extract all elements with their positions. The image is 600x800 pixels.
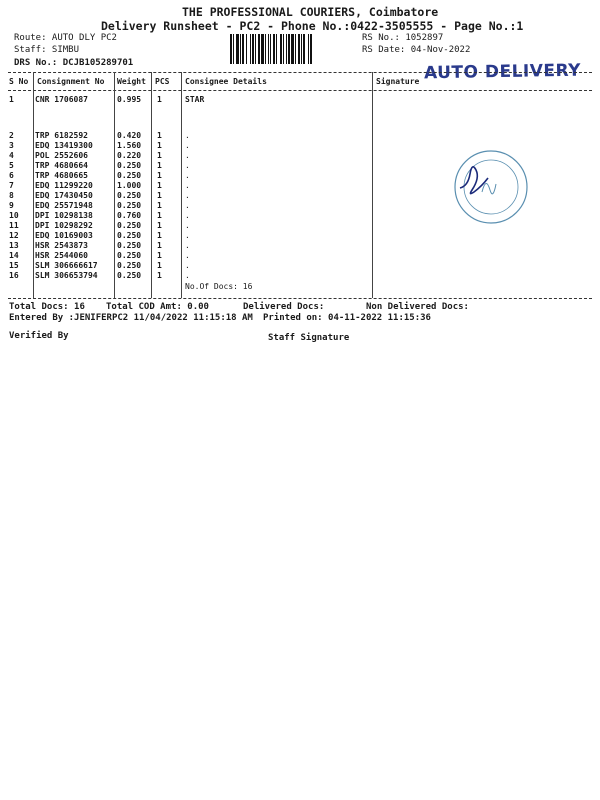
cell-cn: SLM 306653794 xyxy=(35,271,98,280)
col-pcs: PCS xyxy=(155,77,170,86)
delivered-docs: Delivered Docs: xyxy=(243,302,325,312)
cell-sno: 6 xyxy=(9,171,14,180)
cell-cn: SLM 306666617 xyxy=(35,261,98,270)
table-row xyxy=(8,181,368,191)
table-row xyxy=(8,171,368,181)
cell-consignee: . xyxy=(185,261,190,270)
no-of-docs: No.Of Docs: 16 xyxy=(185,282,253,291)
cell-pcs: 1 xyxy=(157,151,162,160)
table-row xyxy=(8,131,368,141)
cell-wt: 0.220 xyxy=(117,151,142,160)
staff-label: Staff: SIMBU xyxy=(14,45,80,55)
total-docs: Total Docs: 16 xyxy=(9,302,85,312)
cell-sno: 9 xyxy=(9,201,14,210)
cell-sno: 10 xyxy=(9,211,19,220)
cell-pcs: 1 xyxy=(157,241,162,250)
cell-consignee: . xyxy=(185,171,190,180)
cell-wt: 0.250 xyxy=(117,161,142,170)
company-title: THE PROFESSIONAL COURIERS, Coimbatore xyxy=(182,5,439,19)
cell-wt: 1.560 xyxy=(117,141,142,150)
runsheet-subtitle: Delivery Runsheet - PC2 - Phone No.:0422-3505555 - Page No.:1 xyxy=(101,19,524,33)
cell-cn: CNR 1706087 xyxy=(35,95,88,104)
col-sno: S No xyxy=(9,77,29,86)
cell-consignee: . xyxy=(185,221,190,230)
cell-consignee: . xyxy=(185,231,190,240)
table-row xyxy=(8,221,368,231)
cell-pcs: 1 xyxy=(157,95,162,104)
cell-cn: DPI 10298138 xyxy=(35,211,93,220)
col-signature: Signature xyxy=(376,77,420,86)
entered-by: Entered By :JENIFERPC2 11/04/2022 11:15:18 AM xyxy=(9,313,253,323)
cell-pcs: 1 xyxy=(157,191,162,200)
non-delivered-docs: Non Delivered Docs: xyxy=(366,302,469,312)
route-label: Route: AUTO DLY PC2 xyxy=(14,33,117,43)
round-seal xyxy=(452,148,530,226)
cell-pcs: 1 xyxy=(157,181,162,190)
printed-on: Printed on: 04-11-2022 11:15:36 xyxy=(263,313,431,323)
cell-sno: 1 xyxy=(9,95,14,104)
cell-sno: 8 xyxy=(9,191,14,200)
cell-sno: 13 xyxy=(9,241,19,250)
cell-consignee: . xyxy=(185,211,190,220)
cell-wt: 0.250 xyxy=(117,261,142,270)
cell-cn: TRP 4680664 xyxy=(35,161,88,170)
table-row xyxy=(8,211,368,221)
table-row xyxy=(8,95,368,105)
cell-cn: EDQ 17430450 xyxy=(35,191,93,200)
cell-sno: 2 xyxy=(9,131,14,140)
cell-pcs: 1 xyxy=(157,261,162,270)
total-cod: Total COD Amt: 0.00 xyxy=(106,302,209,312)
cell-sno: 11 xyxy=(9,221,19,230)
cell-pcs: 1 xyxy=(157,221,162,230)
table-row xyxy=(8,201,368,211)
table-row xyxy=(8,151,368,161)
table-row xyxy=(8,161,368,171)
cell-wt: 0.760 xyxy=(117,211,142,220)
cell-sno: 5 xyxy=(9,161,14,170)
cell-wt: 0.250 xyxy=(117,251,142,260)
barcode xyxy=(230,34,356,64)
col-consignment: Consignment No xyxy=(37,77,105,86)
cell-wt: 0.250 xyxy=(117,191,142,200)
cell-pcs: 1 xyxy=(157,171,162,180)
col-divider xyxy=(372,72,373,298)
cell-consignee: . xyxy=(185,201,190,210)
table-bottom-rule xyxy=(8,298,592,299)
cell-pcs: 1 xyxy=(157,271,162,280)
cell-consignee: . xyxy=(185,181,190,190)
cell-consignee: . xyxy=(185,271,190,280)
drs-label: DRS No.: DCJB105289701 xyxy=(14,58,134,68)
table-header-rule xyxy=(8,90,592,91)
cell-cn: POL 2552606 xyxy=(35,151,88,160)
cell-sno: 16 xyxy=(9,271,19,280)
cell-consignee: . xyxy=(185,161,190,170)
rs-date-label: RS Date: 04-Nov-2022 xyxy=(362,45,471,55)
cell-pcs: 1 xyxy=(157,161,162,170)
cell-consignee: . xyxy=(185,241,190,250)
cell-pcs: 1 xyxy=(157,131,162,140)
cell-wt: 0.250 xyxy=(117,231,142,240)
auto-delivery-stamp: AUTO DELIVERY xyxy=(423,60,582,84)
table-row xyxy=(8,251,368,261)
cell-wt: 0.995 xyxy=(117,95,142,104)
cell-sno: 12 xyxy=(9,231,19,240)
cell-cn: TRP 4680665 xyxy=(35,171,88,180)
cell-consignee: STAR xyxy=(185,95,205,104)
table-row xyxy=(8,231,368,241)
cell-pcs: 1 xyxy=(157,231,162,240)
cell-wt: 0.250 xyxy=(117,201,142,210)
cell-consignee: . xyxy=(185,141,190,150)
cell-pcs: 1 xyxy=(157,211,162,220)
cell-wt: 0.250 xyxy=(117,221,142,230)
rs-no-label: RS No.: 1052897 xyxy=(362,33,444,43)
cell-sno: 15 xyxy=(9,261,19,270)
verified-by: Verified By xyxy=(9,331,69,341)
cell-cn: EDQ 11299220 xyxy=(35,181,93,190)
table-row xyxy=(8,141,368,151)
cell-wt: 1.000 xyxy=(117,181,142,190)
table-row xyxy=(8,241,368,251)
cell-cn: EDQ 13419300 xyxy=(35,141,93,150)
table-top-rule xyxy=(8,72,592,73)
cell-cn: HSR 2543873 xyxy=(35,241,88,250)
cell-sno: 7 xyxy=(9,181,14,190)
staff-signature: Staff Signature xyxy=(268,333,350,343)
cell-consignee: . xyxy=(185,151,190,160)
cell-pcs: 1 xyxy=(157,141,162,150)
cell-wt: 0.250 xyxy=(117,171,142,180)
cell-wt: 0.420 xyxy=(117,131,142,140)
cell-cn: EDQ 10169003 xyxy=(35,231,93,240)
cell-wt: 0.250 xyxy=(117,271,142,280)
cell-pcs: 1 xyxy=(157,251,162,260)
cell-pcs: 1 xyxy=(157,201,162,210)
cell-sno: 4 xyxy=(9,151,14,160)
cell-cn: HSR 2544060 xyxy=(35,251,88,260)
table-row xyxy=(8,261,368,271)
cell-sno: 14 xyxy=(9,251,19,260)
cell-sno: 3 xyxy=(9,141,14,150)
cell-consignee: . xyxy=(185,251,190,260)
cell-cn: EDQ 25571948 xyxy=(35,201,93,210)
cell-consignee: . xyxy=(185,191,190,200)
cell-cn: DPI 10298292 xyxy=(35,221,93,230)
cell-wt: 0.250 xyxy=(117,241,142,250)
table-row xyxy=(8,191,368,201)
cell-consignee: . xyxy=(185,131,190,140)
table-row xyxy=(8,271,368,281)
col-weight: Weight xyxy=(117,77,146,86)
cell-cn: TRP 6182592 xyxy=(35,131,88,140)
col-consignee: Consignee Details xyxy=(185,77,267,86)
